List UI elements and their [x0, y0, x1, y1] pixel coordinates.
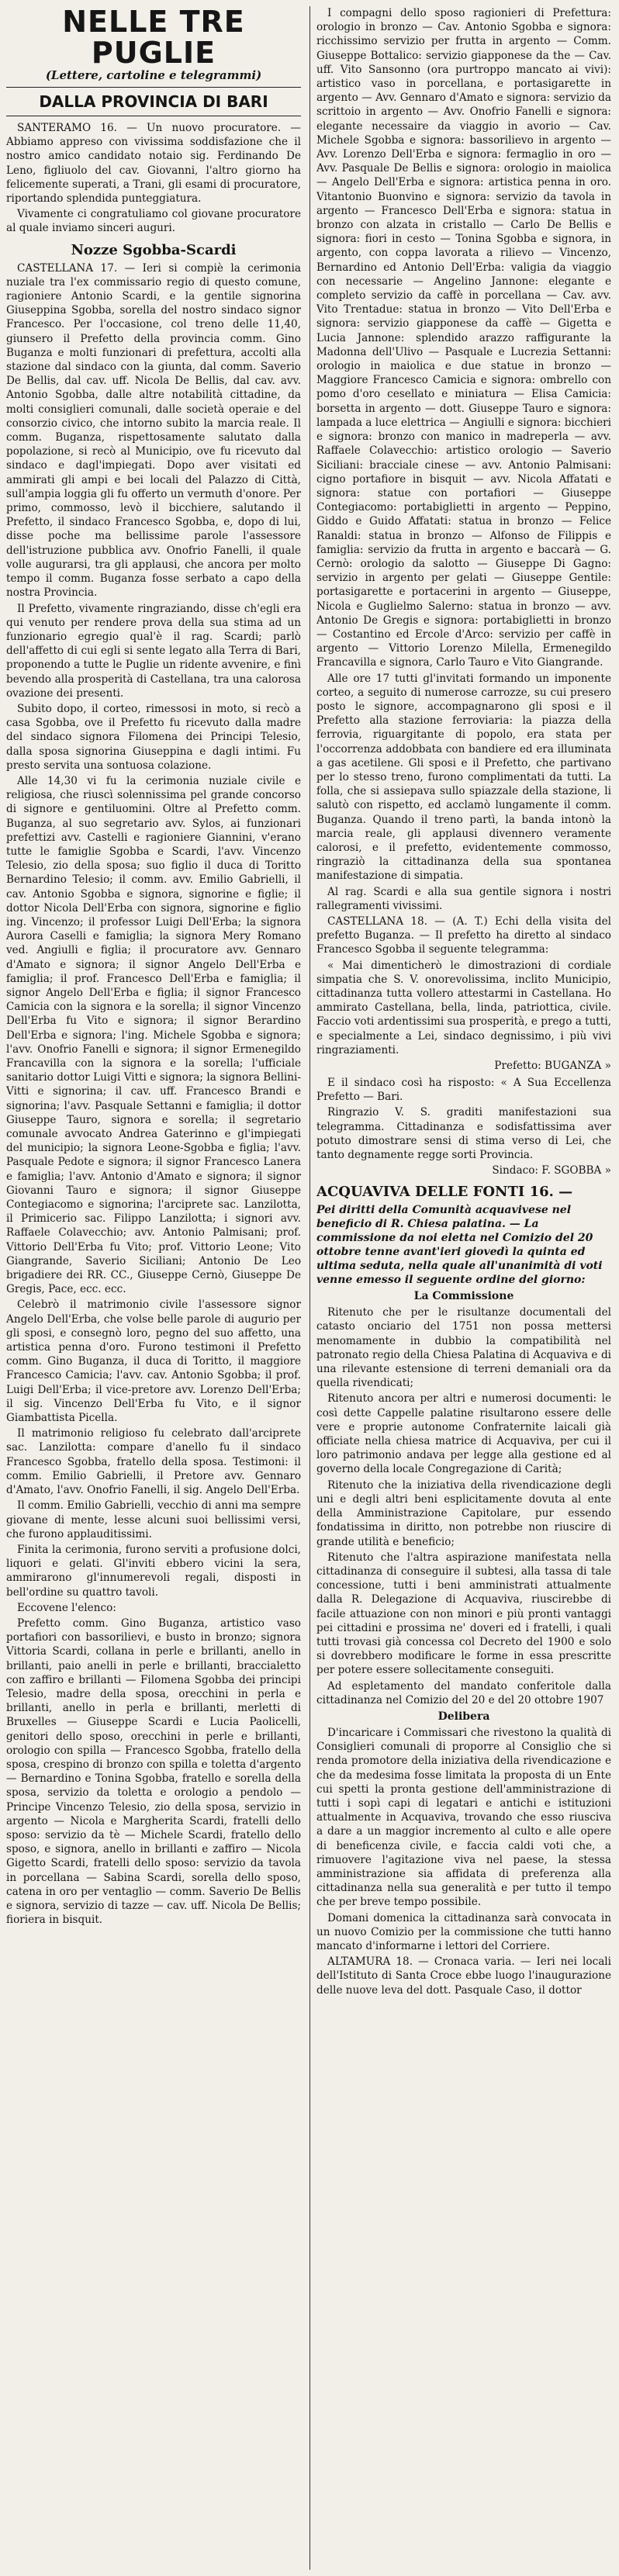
article-paragraph: Ritenuto che per le risultanze documentali del catasto onciario del 1751 non possa mettersi menomamente in dubbio la compatibilità nel patronato regio della Chiesa Palatina di Acquaviva e di una rilevante estensione di terreni demaniali ora da quella rivendicati;	[316, 1306, 611, 1390]
article-title: ACQUAVIVA DELLE FONTI 16. —	[316, 1184, 573, 1201]
article-paragraph: Ritenuto ancora per altri e numerosi documenti: le così dette Cappelle palatine risultarono essere delle vere e proprie autonome Confraternite laicali già officiate nella chiesa matrice di Acquaviva, per cui il loro patrimonio andava per legge alla gestione ed al governo della locale Congregazione di Carità;	[316, 1392, 611, 1476]
article-paragraph: CASTELLANA 18. — (A. T.) Echi della visita del prefetto Buganza. — Il prefetto ha diretto al sindaco Francesco Sgobba il seguente telegramma:	[316, 915, 611, 956]
left-column	[6, 6, 301, 2570]
article-paragraph: Finita la cerimonia, furono serviti a profusione dolci, liquori e gelati. Gl'inviti ebbero vicini la sera, ammirarono gl'innumerevoli regali, disposti in bell'ordine su quattro tavoli.	[6, 1543, 301, 1599]
article-paragraph: Il Prefetto, vivamente ringraziando, disse ch'egli era qui venuto per rendere prova della sua stima ad un funzionario egregio qual'è il rag. Scardi; parlò dell'affetto di cui egli si sente legato alla Terra di Bari, proponendo a tutte le Puglie un ridente avvenire, e finì bevendo alla prosperità di Castellana, tra una calorosa ovazione dei presenti.	[6, 602, 301, 700]
article-paragraph: Ritenuto che l'altra aspirazione manifestata nella cittadinanza di conseguire il subtesi, alla tassa di tale concessione, tutti i beni amministrati attualmente dalla R. Delegazione di Acquaviva, riuscirebbe di facile attuazione con non minori e più pronti vantaggi pei cittadini e prossima ne' doveri ed i fratelli, i quali tutti trovasi già concessa col Decreto del 1900 e solo si dovrebbero modificare le forme in essa prescritte per potere essere sollecitamente conseguiti.	[316, 1551, 611, 1677]
article-paragraph: Domani domenica la cittadinanza sarà convocata in un nuovo Comizio per la commissione che tutti hanno mancato d'informarne i lettori del Corriere.	[316, 1911, 611, 1952]
article-paragraph: Il comm. Emilio Gabrielli, vecchio di anni ma sempre giovane di mente, lesse alcuni suoi bellissimi versi, che furono applauditissimi.	[6, 1499, 301, 1540]
article-paragraph: « Mai dimenticherò le dimostrazioni di cordiale simpatia che S. V. onorevolissima, inclito Municipio, cittadinanza tutta vollero attestarmi in Castellana. Ho ammirato Castellana, bella, linda, patriottica, civile. Faccio voti ardentissimi sua prosperità, e prego a tutti, e specialmente a Lei, sindaco degnissimo, i più vivi ringraziamenti.	[316, 959, 611, 1056]
article-paragraph: D'incaricare i Commissari che rivestono la qualità di Consiglieri comunali di proporre al Consiglio che si renda promotore della iniziativa della rivendicazione e che da medesima fosse limitata la proposta di un Ente cui spetti la pronta gestione dell'amministrazione di tutti i sopì capi di legatari e antichi e istituzioni attualmente in Acquaviva, trovando che esso riusciva a dare a un maggior incremento al culto e alle opere di beneficenza civile, e faccia caldi voti che, a rimuovere l'agitazione viva nel paese, la stessa amministrazione sia affidata di preferenza alla cittadinanza nella sua generalità e per tutto il tempo che per breve tempo possibile.	[316, 1726, 611, 1909]
article-paragraph: Vivamente ci congratuliamo col giovane procuratore al quale inviamo sinceri auguri.	[6, 208, 301, 235]
article-subtitle: Pei diritti della Comunità acquavivese nel beneficio di R. Chiesa palatina. — La commissione da noi eletta nel Comizio del 20 ottobre tenne avant'ieri giovedì la quinta ed ultima seduta, nella quale all'unanimità di voti venne emesso il seguente ordine del giorno:	[316, 1204, 603, 1287]
right-column	[316, 6, 611, 2570]
divider	[6, 87, 301, 88]
article-paragraph: Prefetto comm. Gino Buganza, artistico vaso portafiori con bassorilievi, e busto in bronzo; signora Vittoria Scardi, collana in perle e brillanti, anello in brillanti, paio anelli in perle e brillanti, braccialetto con zaffiro e brillanti — Filomena Sgobba dei principi Telesio, madre della sposa, orecchini in perla e brillanti, anello in perla e brillanti, merletti di Bruxelles — Giuseppe Scardi e Lucia Paolicelli, genitori dello sposo, orecchini in perle e brillanti, orologio con spilla — Francesco Sgobba, fratello della sposa, crespino di bronzo con spilla e toletta d'argento — Bernardino e Tonina Sgobba, fratello e sorella della sposa, servizio da toletta e orologio a pendolo — Principe Vincenzo Telesio, zio della sposa, servizio in argento — Nicola e Margherita Scardi, fratelli dello sposo: servizio da tè — Michele Scardi, fratello dello sposo, e signora, anello in brillanti e zaffiro — Nicola Gigetto Scardi, fratelli dello sposo: servizio da tavola in porcellana — Sabina Scardi, sorella dello sposo, catena in oro per ventaglio — comm. Saverio De Bellis e signora, servizio di tazze — cav. uff. Nicola De Bellis; fioriera in bisquit.	[6, 1616, 301, 1927]
signature-line: Prefetto: BUGANZA »	[494, 1060, 611, 1073]
article-title: Nozze Sgobba-Scardi	[71, 241, 237, 258]
article-paragraph: Alle 14,30 vi fu la cerimonia nuziale civile e religiosa, che riuscì solennissima pel grande concorso di signore e gentiluomini. Oltre al Prefetto comm. Buganza, al suo segretario avv. Sylos, ai funzionari prefettizi avv. Castelli e ragioniere Giannini, v'erano tutte le famiglie Sgobba e Scardi, l'avv. Vincenzo Telesio, zio della sposa; suo figlio il duca di Toritto Bernardino Telesio; il comm. avv. Emilio Gabrielli, il cav. Antonio Sgobba e signora, signorine e figlie; il dottor Nicola Dell'Erba con signora, signorine e figlio ing. Vincenzo; il professor Luigi Dell'Erba; la signora Aurora Caselli e famiglia; la signora Mery Romano ved. Angiulli e figlia; il procuratore avv. Gennaro d'Amato e signora; il signor Angelo Dell'Erba e famiglia; il prof. Francesco Dell'Erba e famiglia; il signor Angelo Dell'Erba e figlia; il signor Francesco Camicia con la signora e la sorella; il signor Vincenzo Dell'Erba fu Vito e signora; il signor Berardino Dell'Erba e signora; l'ing. Michele Sgobba e signora; l'avv. Onofrio Fanelli e signora; il signor Ermenegildo Francavilla con la signora e la sorella; l'ufficiale sanitario dottor Luigi Vitti e signora; la signora Bellini-Vitti e signorina; il cav. uff. Francesco Brandi e signorina; l'avv. Pasquale Settanni e famiglia; il dottor Giuseppe Tauro, signora e sorella; il segretario comunale avvocato Andrea Gaterinno e gl'impiegati del municipio; la signora Leone-Sgobba e figlia; l'avv. Pasquale Pedote e signora; il signor Francesco Lanera e famiglia; l'avv. Antonio d'Amato e signora; il signor Giovanni Tauro e signora; il signor Giuseppe Contegiacomo e signorina; l'arciprete sac. Lanzilotta, il Primicerio sac. Filippo Lanzilotta; i signori avv. Raffaele Colavecchio; avv. Antonio Palmisani; prof. Vittorio Dell'Erba fu Vito; prof. Vittorio Leone; Vito Giangrande, Saverio Siciliani; Antonio De Leo brigadiere dei RR. CC., Giuseppe Cernò, Giuseppe De Gregis, Pace, ecc. ecc.	[6, 774, 301, 1296]
newspaper-page	[6, 6, 613, 2570]
article-paragraph: ALTAMURA 18. — Cronaca varia. — Ieri nei locali dell'Istituto di Santa Croce ebbe luogo l'inaugurazione delle nuove leva del dott. Pasquale Caso, il dottor	[316, 1955, 611, 1997]
article-paragraph: I compagni dello sposo ragionieri di Prefettura: orologio in bronzo — Cav. Antonio Sgobba e signora: ricchissimo servizio per frutta in argento — Comm. Giuseppe Bottalico: servizio giapponese da the — Cav. uff. Vito Sansonno (ora purtroppo mancato ai vivi): artistico vaso in porcellana, e portasigarette in argento — Avv. Gennaro d'Amato e signora: servizio da scrittoio in argento — Avv. Onofrio Fanelli e signora: elegante necessaire da viaggio in avorio — Cav. Michele Sgobba e signora: bassorilievo in argento — Avv. Lorenzo Dell'Erba e signora: fermaglio in oro — Avv. Pasquale De Bellis e signora: orologio in maiolica — Angelo Dell'Erba e signora: artistica penna in oro. Vitantonio Buonvino e signora: servizio da tavola in argento — Francesco Dell'Erba e signora: statua in bronzo con alzata in cristallo — Carlo De Bellis e signora: fiori in cesto — Tonina Sgobba e signora, in argento, con coppa lavorata a rilievo — Vincenzo, Bernardino ed Antonio Dell'Erba: valigia da viaggio con necessarie — Angelino Jannone: elegante e completo servizio da caffè in porcellana — Cav. avv. Vito Trentadue: statua in bronzo — Vito Dell'Erba e signora: servizio giapponese da caffè — Gigetta e Lucia Jannone: splendido arazzo raffigurante la Madonna dell'Ulivo — Pasquale e Lucrezia Settanni: orologio in maiolica e due statue in bronzo — Maggiore Francesco Camicia e signora: ombrello con pomo d'oro cesellato e miniatura — Elisa Camicia: borsetta in argento — dott. Giuseppe Tauro e signora: lampada a luce elettrica — Angiulli e signora: bicchieri e signora: bronzo con manico in madreperla — avv. Raffaele Colavecchio: artistico orologio — Saverio Siciliani: bracciale cinese — avv. Antonio Palmisani: cigno portafiore in bisquit — avv. Nicola Affatati e signora: statue con portafiori — Giuseppe Contegiacomo: portabiglietti in argento — Peppino, Giddo e Guido Affatati: statua in bronzo — Felice Ranaldi: statua in bronzo — Alfonso de Filippis e famiglia: servizio da frutta in argento e baccarà — G. Cernò: orologio da salotto — Giuseppe Di Gagno: servizio in argento per gelati — Giuseppe Gentile: portasigarette e portacerini in argento — Giuseppe, Nicola e Guglielmo Salerno: statua in bronzo — avv. Antonio De Gregis e signora: portabiglietti in bronzo — Costantino ed Ercole d'Arco: servizio per caffè in argento — Vittorio Lorenzo Milella, Ermenegildo Francavilla e signora, Carlo Tauro e Vito Giangrande.	[316, 7, 611, 669]
article-paragraph: Ringrazio V. S. graditi manifestazioni sua telegramma. Cittadinanza e sodisfattissima aver potuto dimostrare sensi di stima verso di Lei, che tanto degnamente regge sorti Provincia.	[316, 1106, 611, 1162]
article-paragraph: Subito dopo, il corteo, rimessosi in moto, si recò a casa Sgobba, ove il Prefetto fu ricevuto dalla madre del sindaco signora Filomena dei Principi Telesio, dalla sposa signorina Giuseppina e dagli intimi. Fu presto servita una sontuosa colazione.	[6, 702, 301, 772]
masthead-subtitle: (Lettere, cartoline e telegrammi)	[45, 68, 262, 82]
right-column-body	[316, 6, 611, 1997]
article-paragraph: Alle ore 17 tutti gl'invitati formando un imponente corteo, a seguito di numerose carrozze, su cui presero posto le signore, accompagnarono gli sposi e il Prefetto alla stazione ferroviaria: la piazza della ferrovia, riguargitante di popolo, era stata per l'occorrenza addobbata con bandiere ed era illuminata a gas acetilene. Gli sposi e il Prefetto, che partivano per lo stesso treno, furono complimentati da tutti. La folla, che si assiepava sullo spiazzale della stazione, li salutò con rispetto, ed acclamò lungamente il comm. Buganza. Quando il treno partì, la banda intonò la marcia reale, gli applausi divennero veramente calorosi, e il prefetto, evidentemente commosso, ringraziò la cittadinanza della sua spontanea manifestazione di simpatia.	[316, 672, 611, 883]
centered-heading: La Commissione	[413, 1290, 514, 1303]
masthead: NELLE TRE PUGLIE	[62, 6, 245, 70]
article-paragraph: E il sindaco così ha risposto: « A Sua Eccellenza Prefetto — Bari.	[316, 1077, 611, 1104]
article-paragraph: SANTERAMO 16. — Un nuovo procuratore. — Abbiamo appreso con vivissima soddisfazione che il nostro amico candidato notaio sig. Ferdinando De Leno, figliuolo del cav. Giovanni, l'altro giorno ha felicemente superati, a Trani, gli esami di procuratore, riportando splendida punteggiatura.	[6, 122, 301, 206]
signature-line: Sindaco: F. SGOBBA »	[492, 1164, 611, 1177]
article-paragraph: CASTELLANA 17. — Ieri si compiè la cerimonia nuziale tra l'ex commissario regio di questo comune, ragioniere Antonio Scardi, e la gentile signorina Giuseppina Sgobba, sorella del nostro sindaco signor Francesco. Per l'occasione, col treno delle 11,40, giunsero il Prefetto della provincia comm. Gino Buganza e molti funzionari di prefettura, accolti alla stazione dal sindaco con la giunta, dal comm. Saverio De Bellis, dal cav. uff. Nicola De Bellis, dal cav. avv. Antonio Sgobba, dalle altre notabilità cittadine, da molti consiglieri comunali, dalle società operaie e del consorzio civico, che intorno subito la marcia reale. Il comm. Buganza, rispettosamente salutato dalla popolazione, si recò al Municipio, ove fu ricevuto dal sindaco e dagl'impiegati. Dopo aver visitati ed ammirati gli ampi e bei locali del Palazzo di Città, sull'ampia loggia gli fu offerto un vermuth d'onore. Per primo, commosso, levò il bicchiere, salutando il Prefetto, il sindaco Francesco Sgobba, e, dopo di lui, disse poche ma bellissime parole l'assessore dell'istruzione pubblica avv. Onofrio Fanelli, il quale volle augurarsi, tra gli applausi, che ancora per molto tempo il comm. Buganza fosse serbato a capo della nostra Provincia.	[6, 261, 301, 600]
article-paragraph: Celebrò il matrimonio civile l'assessore signor Angelo Dell'Erba, che volse belle parole di augurio per gli sposi, e consegnò loro, pegno del suo affetto, una artistica penna d'oro. Furono testimoni il Prefetto comm. Gino Buganza, il duca di Toritto, il maggiore Francesco Camicia; l'avv. cav. Antonio Sgobba; il prof. Luigi Dell'Erba; il vice-pretore avv. Lorenzo Dell'Erba; il sig. Vincenzo Dell'Erba fu Vito, e il signor Giambattista Picella.	[6, 1298, 301, 1425]
article-paragraph: Ad espletamento del mandato conferitole dalla cittadinanza nel Comizio del 20 e del 20 ottobre 1907	[316, 1679, 611, 1706]
section-title: DALLA PROVINCIA DI BARI	[39, 92, 268, 111]
article-paragraph: Eccovene l'elenco:	[17, 1601, 116, 1614]
article-paragraph: Al rag. Scardi e alla sua gentile signora i nostri rallegramenti vivissimi.	[316, 885, 611, 912]
centered-heading: Delibera	[437, 1710, 490, 1723]
article-paragraph: Ritenuto che la iniziativa della rivendicazione degli uni e degli altri beni esplicitamente dovuta al ente della Amministrazione Capitolare, pur essendo fondatissima in diritto, non potrebbe non riuscire di grande utilità e beneficio;	[316, 1478, 611, 1548]
left-column-body	[6, 121, 301, 1927]
article-paragraph: Il matrimonio religioso fu celebrato dall'arciprete sac. Lanzilotta: compare d'anello fu il sindaco Francesco Sgobba, fratello della sposa. Testimoni: il comm. Emilio Gabrielli, il Pretore avv. Gennaro d'Amato, l'avv. Onofrio Fanelli, il sig. Angelo Dell'Erba.	[6, 1427, 301, 1497]
